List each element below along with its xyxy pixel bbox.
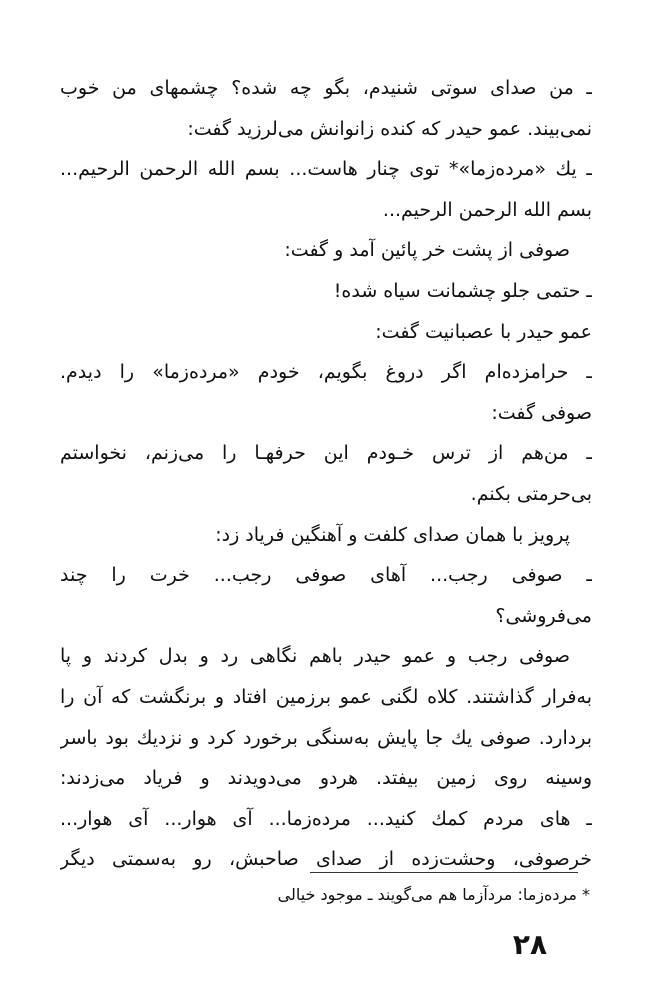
text-line: ـ من‌هم از ترس خـودم این حرفهـا را می‌زنم، نخواستم [60, 442, 592, 465]
page-number: ۲۸ [512, 928, 548, 961]
text-line: بردارد. صوفی یك جا پایش به‌سنگی برخورد کرد و نزدیك بود باسر [60, 726, 592, 749]
footnote: * مرده‌زما: مردآزما هم می‌گویند ـ موجود خیالی [277, 885, 590, 904]
text-line: پرویز با همان صدای کلفت و آهنگین فریاد زد: [215, 523, 570, 546]
text-line: ـ های مردم کمك کنید... مرده‌زما... آی هوار... آی هوار... [60, 807, 592, 830]
text-line: وسینه روی زمین بیفتد. هردو می‌دویدند و فریاد می‌زدند: [60, 767, 592, 790]
body-text [60, 68, 592, 880]
text-line: ـ حرامزده‌ام اگر دروغ بگویم، خودم «مرده‌زما» را دیدم. [60, 361, 592, 384]
text-line: ـ یك «مرده‌زما»* توی چنار هاست... بسم الله الرحمن الرحیم... [60, 158, 592, 181]
text-line: ـ من صدای سوتی شنیدم، بگو چه شده؟ چشمهای من خوب [60, 77, 592, 99]
text-line: خرصوفی، وحشت‌زده از صدای صاحبش، رو به‌سمتی دیگر [60, 848, 592, 871]
text-line: ـ حتمی جلو چشمانت سیاه شده! [333, 279, 592, 302]
text-line: ـ صوفی رجب... آهای صوفی رجب... خرت را چند [60, 564, 592, 587]
footnote-divider [310, 872, 578, 873]
text-line: صوفی گفت: [491, 401, 592, 424]
text-line: صوفی رجب و عمو حیدر باهم نگاهی رد و بدل کردند و پا [60, 645, 570, 668]
text-line: صوفی از پشت خر پائین آمد و گفت: [284, 239, 570, 262]
text-line: به‌فرار گذاشتند. کلاه لگنی عمو برزمین افتاد و برنگشت که آن را [60, 685, 592, 708]
text-line: بسم الله الرحمن الرحیم... [382, 198, 592, 221]
text-line: بی‌حرمتی بکنم. [470, 482, 592, 505]
text-line: می‌فروشی؟ [495, 604, 592, 627]
text-line: عمو حیدر با عصبانیت گفت: [375, 320, 592, 343]
text-line: نمی‌بیند. عمو حیدر که کنده زانوانش می‌لرزید گفت: [187, 117, 592, 140]
